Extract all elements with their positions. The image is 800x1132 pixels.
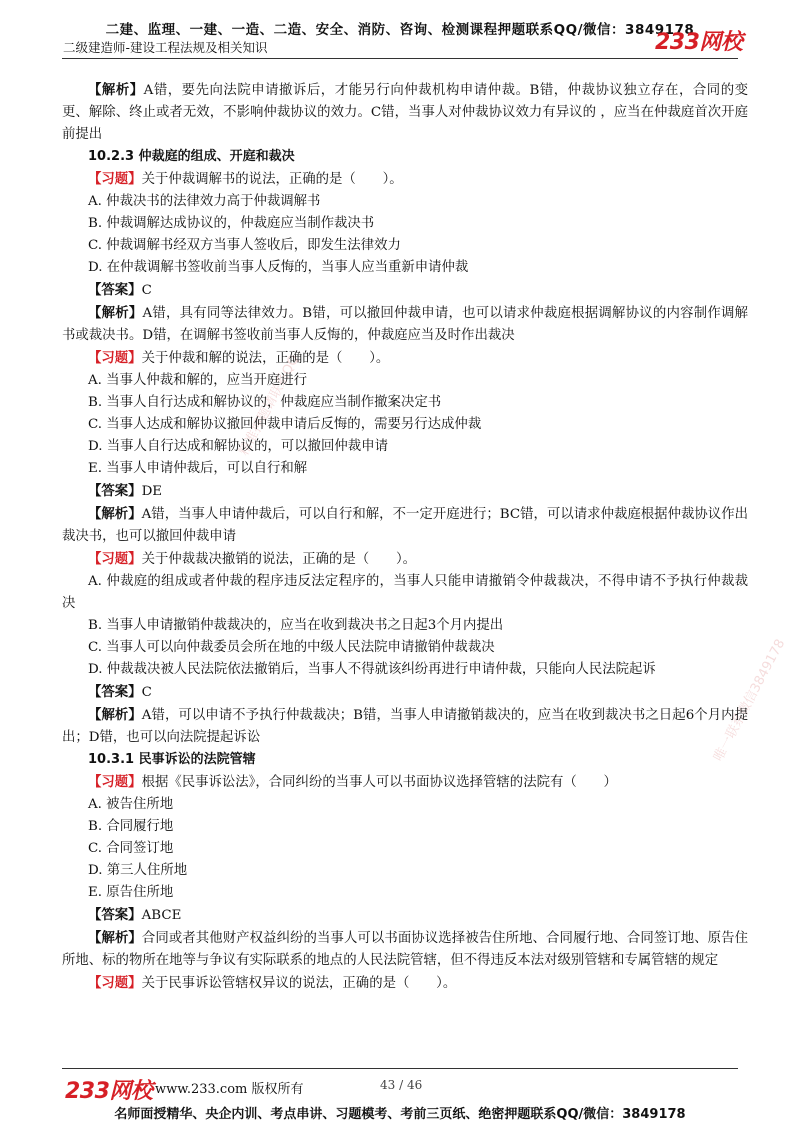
option: E. 原告住所地	[88, 885, 174, 900]
option: B. 合同履行地	[88, 819, 174, 834]
option: C. 仲裁调解书经双方当事人签收后，即发生法律效力	[88, 238, 401, 253]
section-heading: 10.2.3 仲裁庭的组成、开庭和裁决	[88, 149, 295, 164]
analysis-paragraph: 【解析】A错，具有同等法律效力。B错，可以撤回仲裁申请，也可以请求仲裁庭根据调解协议的内容制作调解书或裁决书。D错，在调解书签收前当事人反悔的，仲裁庭应当及时作出裁决	[62, 305, 749, 343]
analysis-paragraph: 【解析】A错，可以申请不予执行仲裁裁决；B错，当事人申请撤销裁决的，应当在收到裁决书之日起6个月内提出；D错，也可以向法院提起诉讼	[62, 707, 748, 745]
option: D. 在仲裁调解书签收前当事人反悔的，当事人应当重新申请仲裁	[88, 260, 469, 275]
option: A. 仲裁庭的组成或者仲裁的程序违反法定程序的，当事人只能申请撤销令仲裁裁决，不得申请不予执行仲裁裁决	[62, 574, 748, 611]
option: C. 当事人可以向仲裁委员会所在地的中级人民法院申请撤销仲裁裁决	[88, 640, 495, 655]
question-stem: 【习题】根据《民事诉讼法》，合同纠纷的当事人可以书面协议选择管辖的法院有（ ）	[88, 774, 617, 790]
option: D. 仲裁裁决被人民法院依法撤销后，当事人不得就该纠纷再进行申请仲裁，只能向人民法院起诉	[88, 662, 656, 677]
analysis-paragraph: 【解析】A错，当事人申请仲裁后，可以自行和解，不一定开庭进行；BC错，可以请求仲裁庭根据仲裁协议作出裁决书，也可以撤回仲裁申请	[62, 506, 748, 544]
watermark: 精准押题请联系QQ	[236, 352, 303, 459]
answer: 【答案】C	[88, 282, 152, 298]
option: D. 第三人住所地	[88, 863, 188, 878]
page-number: 43 / 46	[380, 1078, 423, 1092]
question-stem: 【习题】关于仲裁和解的说法，正确的是（ ）。	[88, 350, 390, 366]
option: D. 当事人自行达成和解协议的，可以撤回仲裁申请	[88, 439, 388, 454]
question-stem: 【习题】关于仲裁调解书的说法，正确的是（ ）。	[88, 171, 403, 187]
option: C. 当事人达成和解协议撤回仲裁申请后反悔的，需要另行达成仲裁	[88, 417, 482, 432]
option: B. 仲裁调解达成协议的，仲裁庭应当制作裁决书	[88, 216, 375, 231]
analysis-paragraph: 【解析】A错，要先向法院申请撤诉后，才能另行向仲裁机构申请仲裁。B错，仲裁协议独立存在，合同的变更、解除、终止或者无效，不影响仲裁协议的效力。C错，当事人对仲裁协议效力有异议的 ，应当在仲裁庭首次开庭前提出	[62, 82, 748, 142]
header-subject: 二级建造师-建设工程法规及相关知识	[63, 40, 268, 55]
footer-site[interactable]: www.233.com 版权所有	[155, 1082, 304, 1097]
question-stem: 【习题】关于民事诉讼管辖权异议的说法，正确的是（ ）。	[88, 975, 457, 991]
option: B. 当事人申请撤销仲裁裁决的，应当在收到裁决书之日起3个月内提出	[88, 618, 504, 633]
option: E. 当事人申请仲裁后，可以自行和解	[88, 461, 308, 476]
option: A. 被告住所地	[88, 797, 174, 812]
header-divider	[62, 58, 738, 59]
watermark: 唯一联系微信3849178	[711, 636, 789, 764]
answer: 【答案】DE	[88, 483, 163, 499]
document-body	[62, 79, 748, 995]
option: A. 仲裁决书的法律效力高于仲裁调解书	[88, 194, 321, 209]
option: A. 当事人仲裁和解的，应当开庭进行	[88, 373, 308, 388]
answer: 【答案】ABCE	[88, 907, 182, 923]
footer-logo: 233网校	[65, 1079, 153, 1104]
question-stem: 【习题】关于仲裁裁决撤销的说法，正确的是（ ）。	[88, 551, 417, 567]
footer-contact-line: 名师面授精华、央企内训、考点串讲、习题模考、考前三页纸、绝密押题联系QQ/微信：3849178	[114, 1107, 686, 1122]
section-heading: 10.3.1 民事诉讼的法院管辖	[88, 752, 256, 767]
answer: 【答案】C	[88, 684, 152, 700]
option: C. 合同签订地	[88, 841, 174, 856]
header-contact-line: 二建、监理、一建、一造、二造、安全、消防、咨询、检测课程押题联系QQ/微信：3849178	[105, 22, 695, 38]
option: B. 当事人自行达成和解协议的，仲裁庭应当制作撤案决定书	[88, 395, 442, 410]
analysis-paragraph: 【解析】合同或者其他财产权益纠纷的当事人可以书面协议选择被告住所地、合同履行地、合同签订地、原告住所地、标的物所在地等与争议有实际联系的地点的人民法院管辖，但不得违反本法对级别管辖和专属管辖的规定	[62, 930, 749, 968]
brand-logo: 233网校	[655, 30, 743, 55]
footer-divider	[62, 1068, 738, 1069]
